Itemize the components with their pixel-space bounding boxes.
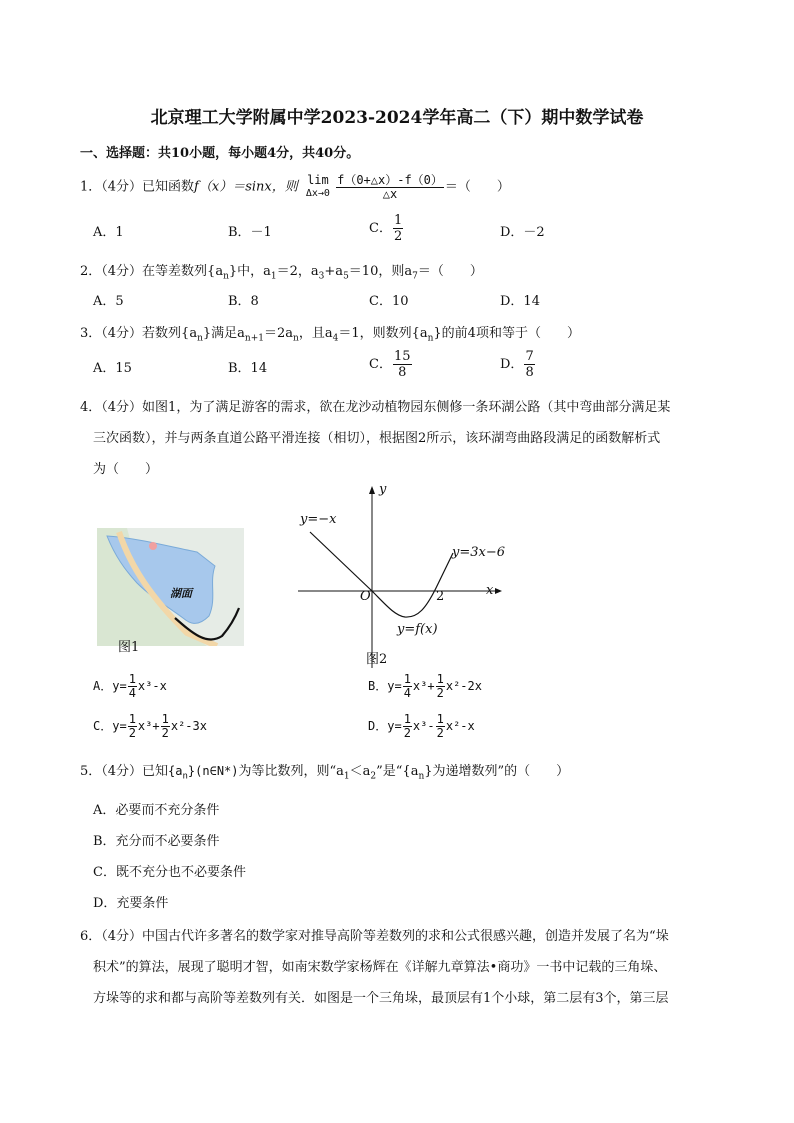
page-title: 北京理工大学附属中学2023-2024学年高二（下）期中数学试卷 [150,108,644,128]
q4-option-c: C．y= $\frac{1}{2}$ x³+ $\frac{1}{2}$ x²-3x [93,712,207,740]
q2-option-b: B．8 [228,294,259,309]
question-5-stem: 5．（4分）已知$\{a_n\}(n\in N*)$为等比数列，则“$a_1<a_2$”是“$\{a_n\}$为递增数列”的（ ） [80,764,570,782]
question-4-line-1: 4．（4分）如图1，为了满足游客的需求，欲在龙沙动植物园东侧修一条环湖公路（其中弯曲部分满足某 [80,400,671,415]
graph-x-axis-label: x [486,583,494,598]
q3-option-c: C． $\frac{15}{8}$ [369,349,411,380]
q5-option-d: D．充要条件 [93,896,169,911]
map-lake-label: 湖面 [170,587,192,600]
limit-expression: lim Δx→0 [305,173,330,199]
question-4-line-3: 为（ ） [93,462,159,477]
q1-option-c: C． $\frac{1}{2}$ [369,213,403,244]
question-1-stem: 1．（4分）已知函数f（x）＝sinx，则 lim Δx→0 $\frac{f(0+\triangle x)-f(0)}{\triangle x}$ ＝（ ） [80,172,510,201]
section-heading: 一、选择题：共10小题，每小题4分，共40分。 [80,146,360,161]
q5-option-b: B．充分而不必要条件 [93,834,220,849]
difference-quotient: $\frac{f(0+\triangle x)-f(0)}{\triangle x}$ [337,172,443,201]
figure-2-graph [290,480,520,670]
graph-right-line-label: y=3x−6 [452,545,506,560]
question-2-stem: 2．（4分）在等差数列$\{a_n\}$中，$a_1=2$，$a_3+a_5=10$，则$a_7=$（ ） [80,264,483,282]
q4-option-b: B．y= $\frac{1}{4}$ x³+ $\frac{1}{2}$ x²-2x [368,672,482,700]
graph-curve-label: y=f(x) [397,622,438,637]
q3-option-b: B．14 [228,361,268,376]
q1-option-b: B．－1 [228,225,272,240]
q3-option-a: A．15 [93,361,132,376]
q5-option-a: A．必要而不充分条件 [93,803,220,818]
q1-option-d: D．－2 [500,225,545,240]
graph-origin-label: O [360,589,371,604]
question-6-line-1: 6．（4分）中国古代许多著名的数学家对推导高阶等差数列的求和公式很感兴趣，创造并发展了名为“垛 [80,929,669,944]
q2-option-a: A．5 [93,294,124,309]
figure-2-caption: 图2 [366,652,388,667]
q3-option-d: D． $\frac{7}{8}$ [500,349,534,380]
question-6-line-2: 积术”的算法，展现了聪明才智，如南宋数学家杨辉在《详解九章算法•商功》一书中记载的三角垛、 [93,960,667,975]
q4-option-d: D．y= $\frac{1}{2}$ x³- $\frac{1}{2}$ x²-x [368,712,475,740]
graph-left-line-label: y=−x [300,512,337,527]
graph-tick-2: 2 [436,589,445,604]
question-3-stem: 3．（4分）若数列$\{a_n\}$满足$a_{n+1}=2a_n$，且$a_4=1$，则数列$\{a_n\}$的前4项和等于（ ） [80,326,580,344]
figure-1-caption: 图1 [118,640,140,655]
q5-option-c: C．既不充分也不必要条件 [93,865,246,880]
question-6-line-3: 方垛等的求和都与高阶等差数列有关．如图是一个三角垛，最顶层有1个小球，第二层有3个，第三层 [93,991,669,1006]
q2-option-d: D．14 [500,294,540,309]
graph-y-axis-label: y [379,482,387,497]
q4-option-a: A．y= $\frac{1}{4}$ x³-x [93,672,167,700]
q2-option-c: C．10 [369,294,409,309]
question-4-line-2: 三次函数），并与两条直道公路平滑连接（相切），根据图2所示，该环湖弯曲路段满足的函数解析式 [93,431,661,446]
q1-option-a: A．1 [93,225,124,240]
